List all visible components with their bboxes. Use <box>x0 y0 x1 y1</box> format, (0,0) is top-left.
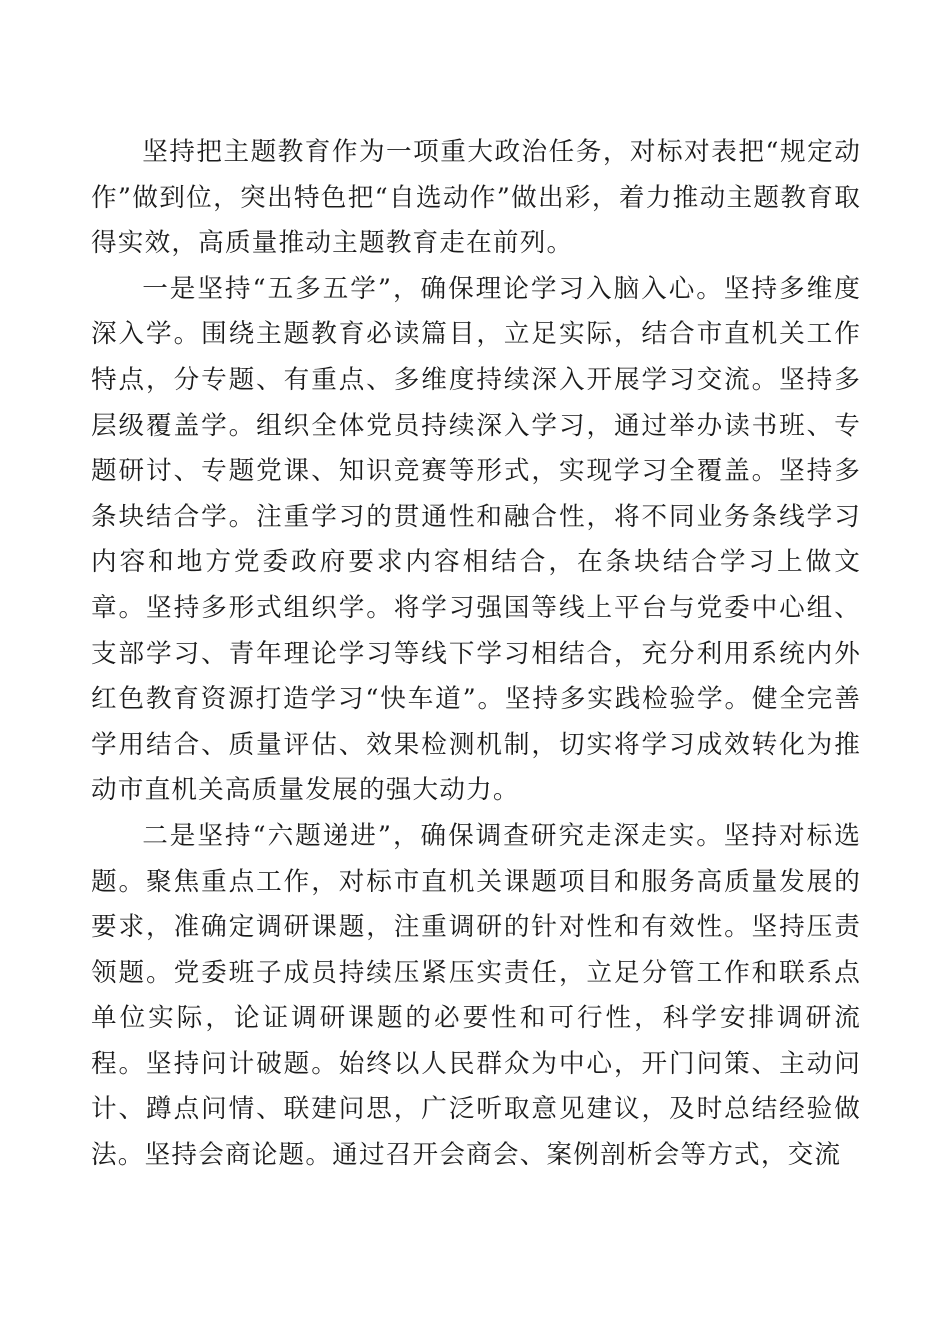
paragraph-intro: 坚持把主题教育作为一项重大政治任务，对标对表把“规定动作”做到位，突出特色把“自选动作”做出彩，着力推动主题教育取得实效，高质量推动主题教育走在前列。 <box>91 137 861 259</box>
paragraph-theory-study: 一是坚持“五多五学”，确保理论学习入脑入心。坚持多维度深入学。围绕主题教育必读篇目，立足实际，结合市直机关工作特点，分专题、有重点、多维度持续深入开展学习交流。坚持多层级覆盖学。组织全体党员持续深入学习，通过举办读书班、专题研讨、专题党课、知识竞赛等形式，实现学习全覆盖。坚持多条块结合学。注重学习的贯通性和融合性，将不同业务条线学习内容和地方党委政府要求内容相结合，在条块结合学习上做文章。坚持多形式组织学。将学习强国等线上平台与党委中心组、支部学习、青年理论学习等线下学习相结合，充分利用系统内外红色教育资源打造学习“快车道”。坚持多实践检验学。健全完善学用结合、质量评估、效果检测机制，切实将学习成效转化为推动市直机关高质量发展的强大动力。 <box>91 273 861 806</box>
paragraph-research: 二是坚持“六题递进”，确保调查研究走深走实。坚持对标选题。聚焦重点工作，对标市直机关课题项目和服务高质量发展的要求，准确定调研课题，注重调研的针对性和有效性。坚持压责领题。党委班子成员持续压紧压实责任，立足分管工作和联系点单位实际，论证调研课题的必要性和可行性，科学安排调研流程。坚持问计破题。始终以人民群众为中心，开门问策、主动问计、蹲点问情、联建问思，广泛听取意见建议，及时总结经验做法。坚持会商论题。通过召开会商会、案例剖析会等方式，交流 <box>91 820 861 1171</box>
document-body <box>91 130 861 1179</box>
